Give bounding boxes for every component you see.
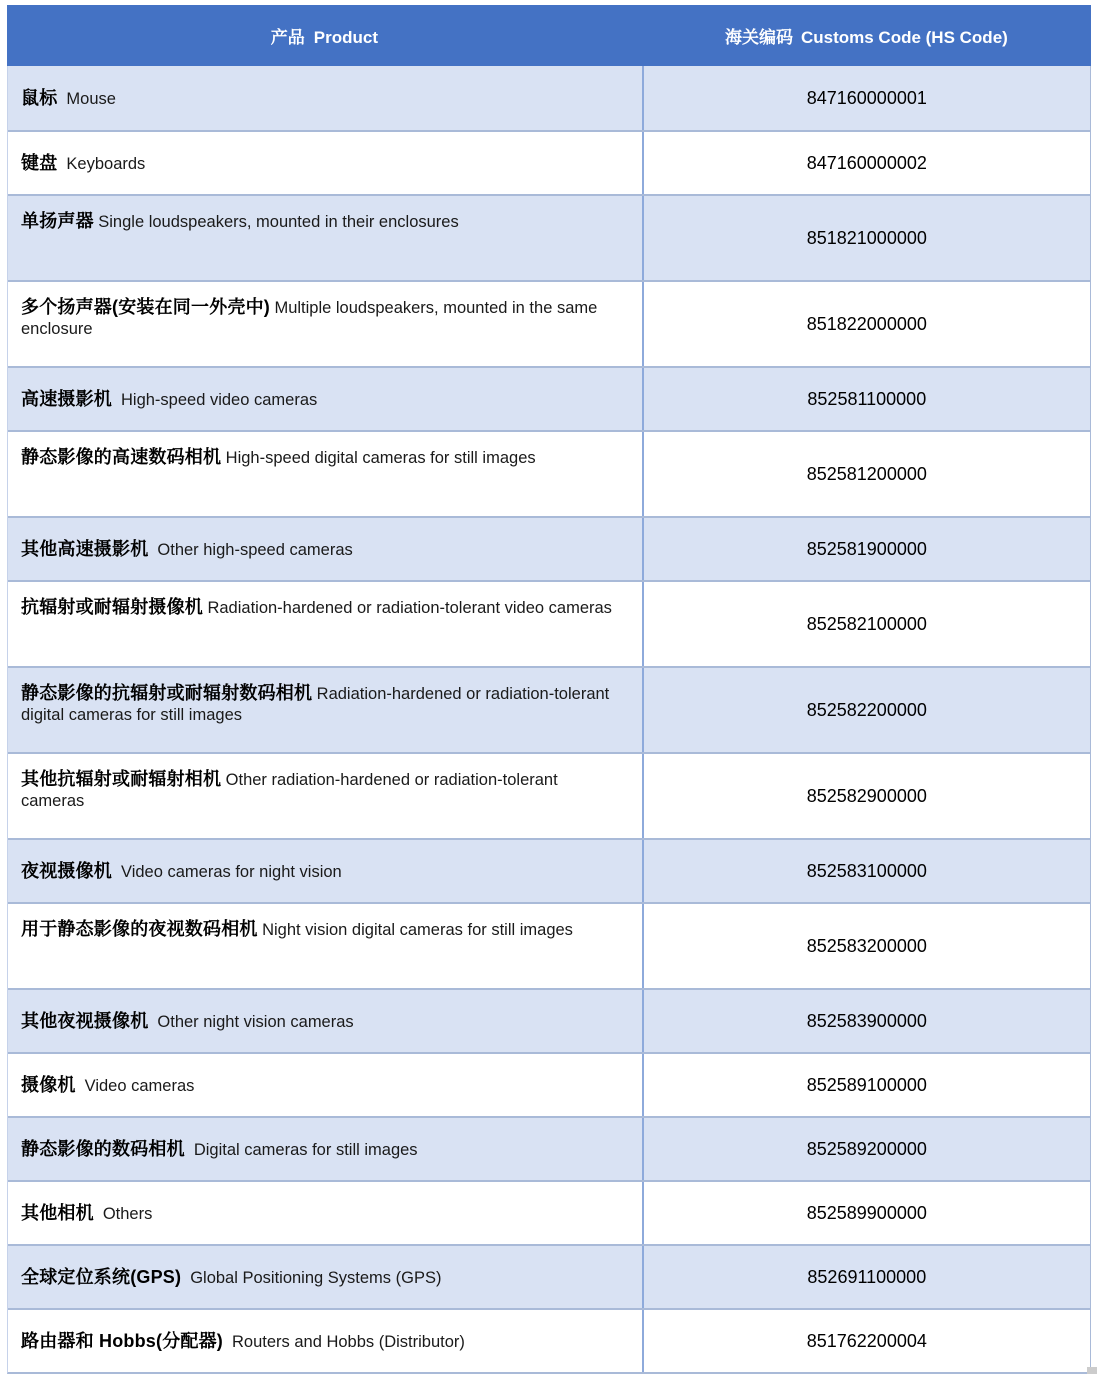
product-name-zh: 多个扬声器(安装在同一外壳中): [21, 297, 270, 317]
header-product-column: [7, 23, 642, 48]
product-name-en: Routers and Hobbs (Distributor): [231, 1332, 465, 1351]
product-name-wrap: [21, 210, 624, 233]
product-cell: [8, 368, 642, 430]
hs-code: 852583200000: [806, 935, 927, 956]
hs-code: 852582100000: [806, 613, 927, 634]
product-name-zh: 静态影像的高速数码相机: [21, 447, 222, 467]
product-cell: [8, 1246, 642, 1308]
hs-code: 851821000000: [806, 227, 927, 248]
product-name-zh: 摄像机: [21, 1074, 76, 1095]
product-cell: [8, 1310, 642, 1372]
product-cell: [8, 196, 642, 280]
product-cell: [8, 754, 642, 838]
hs-code-cell: [642, 368, 1090, 430]
product-name-en: Video cameras for night vision: [121, 862, 342, 881]
product-cell: [8, 990, 642, 1052]
hs-code: 852581100000: [807, 388, 927, 409]
product-name-zh: 全球定位系统(GPS): [21, 1266, 182, 1287]
hs-code: 852589100000: [806, 1074, 927, 1095]
hs-code: 852581200000: [806, 463, 927, 484]
table-row: [8, 666, 1090, 752]
product-cell: [8, 1182, 642, 1244]
hs-code: 852589200000: [806, 1138, 927, 1159]
table-row: [8, 1244, 1090, 1308]
product-name-wrap: [21, 860, 342, 883]
hs-code: 852581900000: [806, 538, 927, 559]
product-name-en: Other radiation-hardened or radiation-tolerant cameras: [21, 771, 558, 810]
product-name-wrap: [21, 446, 624, 469]
product-name-wrap: [21, 1330, 465, 1353]
products-hs-code-table: [7, 5, 1091, 1374]
hs-code-cell: [642, 1310, 1090, 1372]
table-row: [8, 66, 1090, 130]
table-row: [8, 838, 1090, 902]
header-code-column: [642, 23, 1091, 48]
product-name-zh: 其他相机: [21, 1202, 94, 1223]
table-row: [8, 280, 1090, 366]
hs-code: 851822000000: [806, 313, 927, 334]
product-cell: [8, 66, 642, 130]
table-row: [8, 366, 1090, 430]
product-name-wrap: [21, 682, 624, 725]
product-cell: [8, 132, 642, 194]
product-name-en: Digital cameras for still images: [193, 1140, 418, 1159]
product-name-en: High-speed video cameras: [121, 390, 318, 409]
product-name-wrap: [21, 596, 624, 619]
table-row: [8, 1052, 1090, 1116]
product-cell: [8, 904, 642, 988]
hs-code-cell: [642, 990, 1090, 1052]
table-row: [8, 1116, 1090, 1180]
product-name-zh: 用于静态影像的夜视数码相机: [21, 919, 258, 939]
product-name-wrap: [21, 388, 317, 411]
table-header-row: [7, 5, 1091, 66]
hs-code: 852691100000: [807, 1266, 927, 1287]
hs-code: 852589900000: [806, 1202, 927, 1223]
product-name-wrap: [21, 538, 353, 561]
product-name-zh: 单扬声器: [21, 211, 94, 231]
product-cell: [8, 1118, 642, 1180]
hs-code: 852582200000: [806, 699, 927, 720]
product-name-en: Video cameras: [84, 1076, 195, 1095]
product-name-zh: 静态影像的数码相机: [21, 1138, 185, 1159]
hs-code: 847160000001: [806, 87, 927, 108]
product-name-wrap: [21, 296, 624, 339]
table-row: [8, 1308, 1090, 1372]
product-name-zh: 夜视摄像机: [21, 860, 112, 881]
product-name-en: Night vision digital cameras for still images: [262, 921, 573, 939]
product-name-en: Mouse: [66, 89, 116, 108]
product-name-wrap: [21, 152, 145, 175]
hs-code-cell: [642, 1054, 1090, 1116]
hs-code: 851762200004: [806, 1330, 927, 1351]
hs-code-cell: [642, 132, 1090, 194]
hs-code-cell: [642, 518, 1090, 580]
product-name-en: Radiation-hardened or radiation-tolerant digital cameras for still images: [21, 685, 610, 724]
hs-code-cell: [642, 904, 1090, 988]
product-name-en: Others: [102, 1204, 153, 1223]
product-cell: [8, 518, 642, 580]
product-name-en: Radiation-hardened or radiation-tolerant video cameras: [207, 599, 612, 617]
header-product-label-zh: 产品: [270, 28, 305, 47]
product-name-wrap: [21, 1138, 418, 1161]
product-name-zh: 路由器和 Hobbs(分配器): [21, 1330, 223, 1351]
hs-code-cell: [642, 1182, 1090, 1244]
hs-code: 847160000002: [806, 152, 927, 173]
product-cell: [8, 282, 642, 366]
hs-code-cell: [642, 582, 1090, 666]
product-cell: [8, 582, 642, 666]
table-row: [8, 988, 1090, 1052]
product-name-wrap: [21, 1074, 194, 1097]
product-name-zh: 键盘: [21, 152, 58, 173]
corner-artifact: [1087, 1367, 1097, 1374]
hs-code: 852583900000: [806, 1010, 927, 1031]
product-name-en: Keyboards: [66, 154, 146, 173]
table-row: [8, 516, 1090, 580]
hs-code: 852582900000: [806, 785, 927, 806]
table-row: [8, 194, 1090, 280]
table-row: [8, 752, 1090, 838]
product-name-wrap: [21, 1010, 354, 1033]
product-cell: [8, 432, 642, 516]
product-name-wrap: [21, 768, 624, 811]
product-name-en: Global Positioning Systems (GPS): [190, 1268, 442, 1287]
hs-code-cell: [642, 1118, 1090, 1180]
product-name-en: Single loudspeakers, mounted in their enclosures: [98, 213, 459, 231]
product-name-wrap: [21, 87, 116, 110]
product-name-zh: 其他抗辐射或耐辐射相机: [21, 769, 222, 789]
hs-code-cell: [642, 282, 1090, 366]
hs-code-cell: [642, 840, 1090, 902]
product-name-en: Other high-speed cameras: [157, 540, 353, 559]
table-row: [8, 580, 1090, 666]
hs-code-cell: [642, 754, 1090, 838]
hs-code-cell: [642, 66, 1090, 130]
hs-code-cell: [642, 1246, 1090, 1308]
table-row: [8, 902, 1090, 988]
table-row: [8, 1180, 1090, 1244]
product-name-en: High-speed digital cameras for still images: [225, 449, 536, 467]
product-name-zh: 其他高速摄影机: [21, 538, 149, 559]
product-cell: [8, 840, 642, 902]
product-name-zh: 静态影像的抗辐射或耐辐射数码相机: [21, 683, 313, 703]
table-row: [8, 130, 1090, 194]
product-name-zh: 抗辐射或耐辐射摄像机: [21, 597, 203, 617]
product-name-wrap: [21, 1202, 152, 1225]
hs-code-cell: [642, 196, 1090, 280]
hs-code: 852583100000: [806, 860, 927, 881]
product-cell: [8, 1054, 642, 1116]
product-name-zh: 高速摄影机: [21, 388, 112, 409]
header-code-label-en: Customs Code (HS Code): [800, 28, 1008, 47]
product-name-en: Other night vision cameras: [157, 1012, 354, 1031]
product-name-en: Multiple loudspeakers, mounted in the same enclosure: [21, 299, 598, 338]
header-product-label-en: Product: [313, 28, 378, 47]
product-name-zh: 鼠标: [21, 87, 58, 108]
hs-code-cell: [642, 668, 1090, 752]
header-code-label-zh: 海关编码: [724, 28, 793, 47]
table-body: [7, 66, 1091, 1374]
table-row: [8, 430, 1090, 516]
product-name-wrap: [21, 918, 624, 941]
product-name-wrap: [21, 1266, 441, 1289]
product-name-zh: 其他夜视摄像机: [21, 1010, 149, 1031]
hs-code-cell: [642, 432, 1090, 516]
product-cell: [8, 668, 642, 752]
